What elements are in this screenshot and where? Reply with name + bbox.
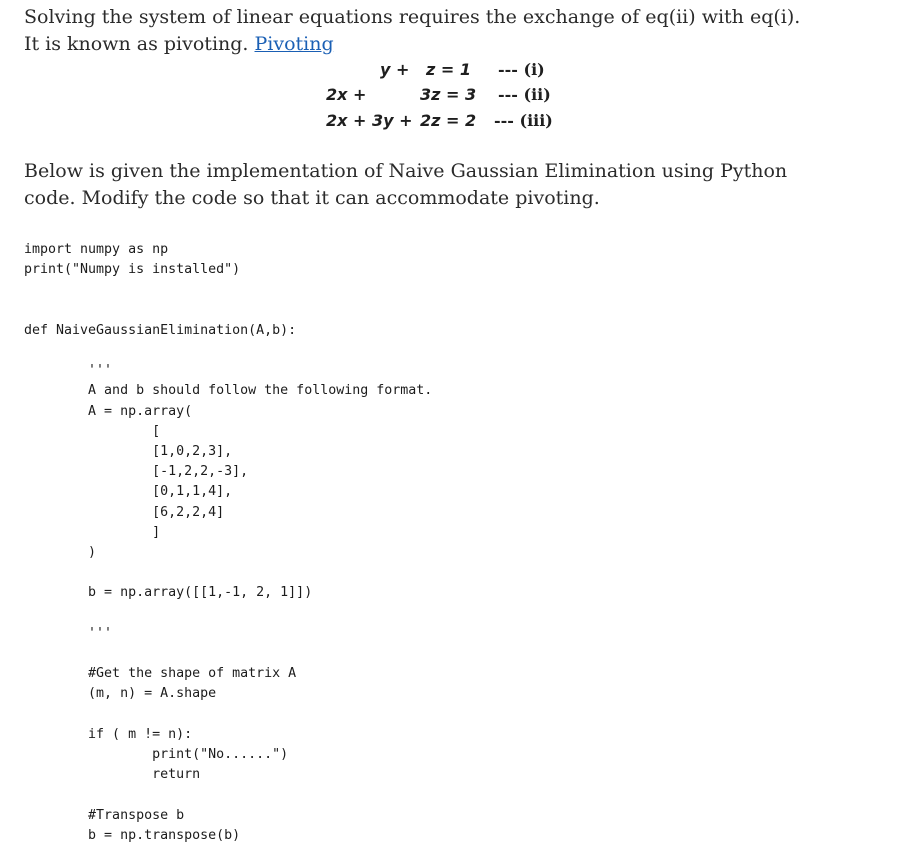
code-line: #Get the shape of matrix A [24, 666, 297, 682]
equation-row-iii [326, 111, 566, 135]
equation-term-1: 2x + [326, 85, 367, 104]
code-line: if ( m != n): [24, 726, 193, 742]
equation-term-2: y + [380, 60, 410, 79]
code-line: [6,2,2,4] [24, 504, 225, 520]
code-line: A and b should follow the following format. [24, 383, 433, 399]
equation-term-3: 3z = 3 [420, 85, 477, 104]
code-line: print("No......") [24, 747, 289, 763]
code-line: print("Numpy is installed") [24, 262, 241, 278]
code-line: ) [24, 545, 97, 561]
equation-tag: --- (ii) [498, 85, 551, 104]
code-line: (m, n) = A.shape [24, 686, 217, 702]
code-line: ''' [24, 625, 113, 641]
code-line: return [24, 767, 201, 783]
code-line: [ [24, 423, 161, 439]
code-block [24, 240, 432, 846]
equation-term-3: 2z = 2 [420, 111, 477, 130]
code-line: import numpy as np [24, 242, 169, 257]
code-line: A = np.array( [24, 403, 193, 419]
equation-term-3: z = 1 [426, 60, 471, 79]
equation-term-1: 2x + [326, 111, 367, 130]
code-line: ] [24, 524, 161, 540]
equation-row-i [326, 60, 566, 84]
code-line: b = np.array([[1,-1, 2, 1]]) [24, 585, 313, 601]
intro-text: Solving the system of linear equations requires the exchange of eq(ii) with eq(i). It is known as pivoting. [24, 6, 801, 55]
code-line: [0,1,1,4], [24, 484, 233, 500]
equation-tag: --- (iii) [494, 111, 553, 130]
code-line: [-1,2,2,-3], [24, 464, 249, 480]
code-line: def NaiveGaussianElimination(A,b): [24, 322, 297, 338]
instructions-paragraph: Below is given the implementation of Naive Gaussian Elimination using Python code. Modify the code so that it can accommodate pivoting. [24, 160, 788, 209]
code-line: [1,0,2,3], [24, 444, 233, 460]
equation-row-ii [326, 85, 566, 109]
pivoting-link[interactable]: Pivoting [254, 33, 334, 55]
intro-paragraph [24, 4, 814, 58]
equation-tag: --- (i) [498, 60, 545, 79]
code-line: ''' [24, 363, 113, 379]
code-line: #Transpose b [24, 807, 185, 823]
equation-term-2: 3y + [372, 111, 413, 130]
code-line: b = np.transpose(b) [24, 827, 241, 843]
